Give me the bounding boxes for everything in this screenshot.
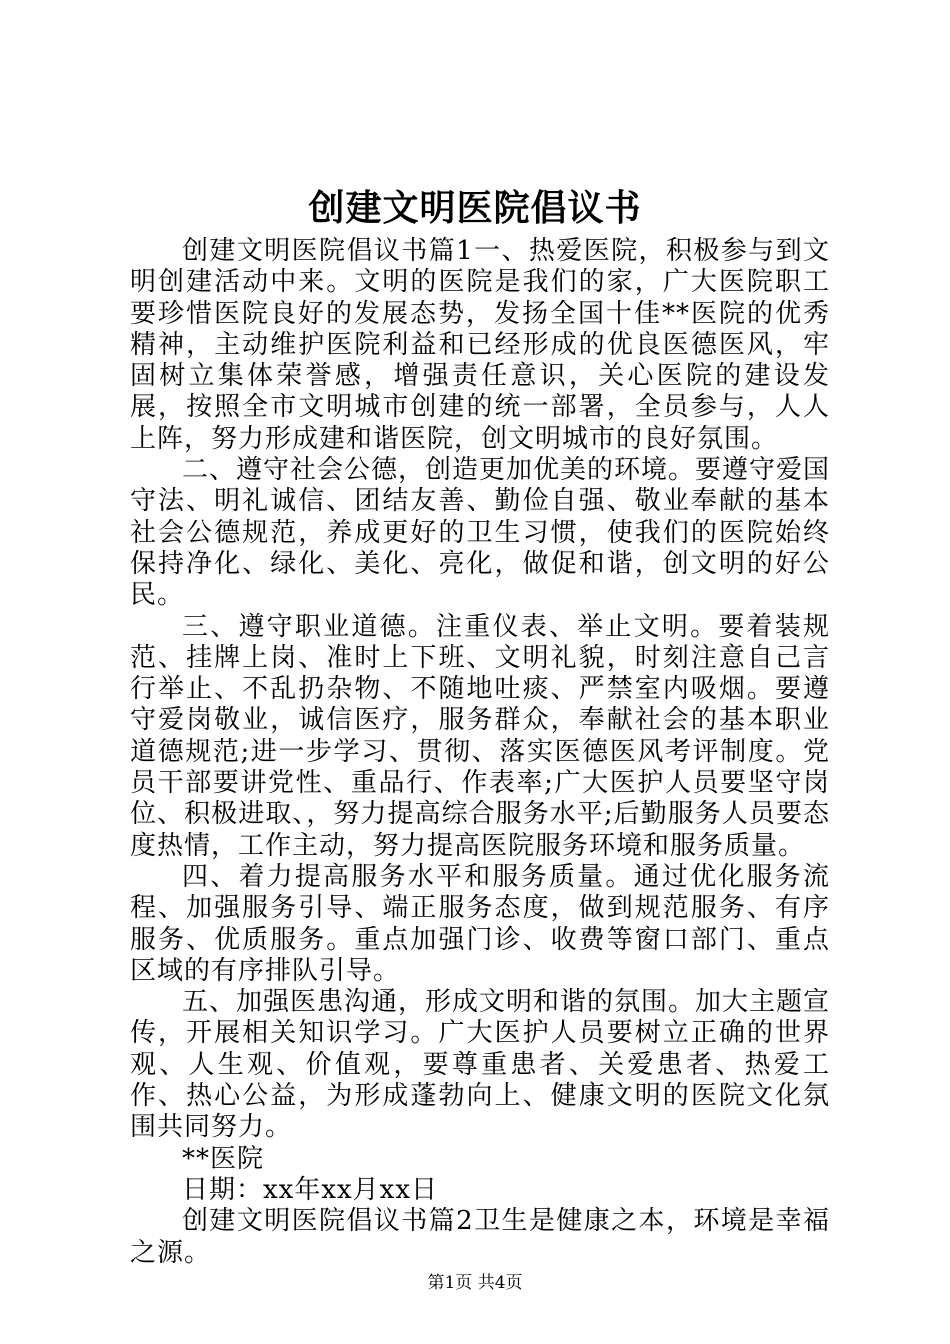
document-body	[130, 236, 830, 1269]
paragraph-part2-intro: 创建文明医院倡议书篇2卫生是健康之本，环境是幸福之源。	[130, 1206, 830, 1268]
page-number-footer: 第1页 共4页	[427, 1273, 523, 1293]
paragraph-5: 五、加强医患沟通，形成文明和谐的氛围。加大主题宣传，开展相关知识学习。广大医护人员要树立正确的世界观、人生观、价值观，要尊重患者、关爱患者、热爱工作、热心公益，为形成蓬勃向上、健康文明的医院文化氛围共同努力。	[130, 987, 831, 1143]
signature-date: 日期：xx年xx月xx日	[182, 1174, 438, 1205]
paragraph-2: 二、遵守社会公德，创造更加优美的环境。要遵守爱国守法、明礼诚信、团结友善、勤俭自强、敬业奉献的基本社会公德规范，养成更好的卫生习惯，使我们的医院始终保持净化、绿化、美化、亮化，做促和谐，创文明的好公民。	[130, 455, 831, 611]
paragraph-1: 创建文明医院倡议书篇1一、热爱医院，积极参与到文明创建活动中来。文明的医院是我们的家，广大医院职工要珍惜医院良好的发展态势，发扬全国十佳**医院的优秀精神，主动维护医院利益和已经形成的优良医德医风，牢固树立集体荣誉感，增强责任意识，关心医院的建设发展，按照全市文明城市创建的统一部署，全员参与，人人上阵，努力形成建和谐医院，创文明城市的良好氛围。	[130, 236, 830, 454]
document-title: 创建文明医院倡议书	[308, 187, 642, 229]
paragraph-3: 三、遵守职业道德。注重仪表、举止文明。要着装规范、挂牌上岗、准时上下班、文明礼貌，时刻注意自己言行举止、不乱扔杂物、不随地吐痰、严禁室内吸烟。要遵守爱岗敬业，诚信医疗，服务群众，奉献社会的基本职业道德规范;进一步学习、贯彻、落实医德医风考评制度。党员干部要讲党性、重品行、作表率;广大医护人员要坚守岗位、积极进取、，努力提高综合服务水平;后勤服务人员要态度热情，工作主动，努力提高医院服务环境和服务质量。	[130, 611, 830, 861]
signature-hospital: **医院	[182, 1143, 265, 1174]
paragraph-4: 四、着力提高服务水平和服务质量。通过优化服务流程、加强服务引导、端正服务态度，做到规范服务、有序服务、优质服务。重点加强门诊、收费等窗口部门、重点区域的有序排队引导。	[130, 861, 830, 986]
